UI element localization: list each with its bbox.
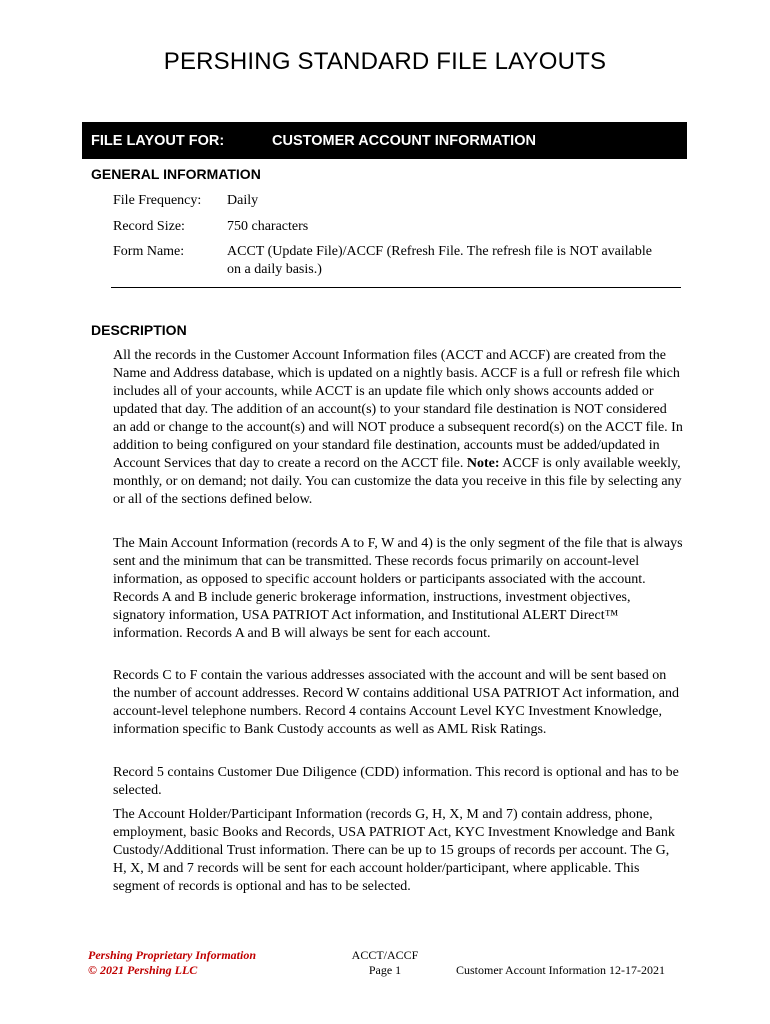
page-title: PERSHING STANDARD FILE LAYOUTS xyxy=(163,48,607,75)
form-code: ACCT/ACCF xyxy=(351,948,419,962)
info-label: File Frequency: xyxy=(113,193,202,208)
description-paragraph-3: Records C to F contain the various addresses associated with the account and will be sent based on the number of account addresses. Record W contains additional USA PATRIOT Act information, and account-level telephone numbers. Record 4 contains Account Level KYC Investment Knowledge, information specific to Bank Custody accounts as well as AML Risk Ratings. xyxy=(113,668,679,737)
footer-page-info xyxy=(340,948,430,978)
description-paragraph-1 xyxy=(113,347,683,509)
description-paragraph-5: The Account Holder/Participant Information (records G, H, X, M and 7) contain address, phone, employment, basic Books and Records, USA PATRIOT Act, KYC Investment Knowledge and Bank Custody/Additional Trust information. There can be up to 15 groups of records per account. The G, H, X, M and 7 records will be sent for each account holder/participant, where applicable. This segment of records is optional and has to be selected. xyxy=(113,807,675,894)
description-paragraph-2: The Main Account Information (records A to F, W and 4) is the only segment of the file that is always sent and the minimum that can be transmitted. These records focus primarily on account-level information, as opposed to specific account holders or participants associated with the account. Records A and B include generic brokerage information, instructions, investment objectives, signatory information, USA PATRIOT Act information, and Institutional ALERT Direct™ information. Records A and B will always be sent for each account. xyxy=(113,536,683,641)
description-heading: DESCRIPTION xyxy=(91,322,187,338)
info-label: Record Size: xyxy=(113,219,185,234)
note-label: Note: xyxy=(466,456,500,471)
copyright-notice: © 2021 Pershing LLC xyxy=(88,963,198,977)
proprietary-notice: Pershing Proprietary Information xyxy=(88,948,257,962)
info-value: Daily xyxy=(227,193,259,208)
info-value: 750 characters xyxy=(227,219,309,234)
file-layout-value: CUSTOMER ACCOUNT INFORMATION xyxy=(272,132,536,149)
page-number: Page 1 xyxy=(368,963,402,977)
info-value: ACCT (Update File)/ACCF (Refresh File. The refresh file is NOT available on a daily basis.) xyxy=(227,244,652,277)
file-layout-bar xyxy=(82,122,687,159)
section-divider xyxy=(111,287,681,288)
general-information-heading: GENERAL INFORMATION xyxy=(91,166,261,182)
footer-proprietary xyxy=(88,948,256,978)
description-paragraph-4: Record 5 contains Customer Due Diligence (CDD) information. This record is optional and has to be selected. xyxy=(113,765,679,798)
info-label: Form Name: xyxy=(113,244,185,259)
paragraph-text: All the records in the Customer Account Information files (ACCT and ACCF) are created from the Name and Address database, which is updated on a nightly basis. ACCF is a full or refresh file which includes all of your accounts, while ACCT is an update file which only shows accounts added or updated that day. The addition of an account(s) to your standard file destination is NOT considered an add or change to the account(s) and will NOT produce a subsequent record(s) on the ACCT file. In addition to being configured on your standard file destination, accounts must be added/updated in Account Services that day to create a record on the ACCT file. xyxy=(113,348,683,471)
footer-doc-info: Customer Account Information 12-17-2021 xyxy=(456,963,665,977)
file-layout-label: FILE LAYOUT FOR: xyxy=(91,132,225,149)
paragraph-text: ACCF is only available weekly, monthly, or on demand; not daily. You can customize the data you receive in this file by selecting any or all of the sections defined below. xyxy=(113,456,682,507)
